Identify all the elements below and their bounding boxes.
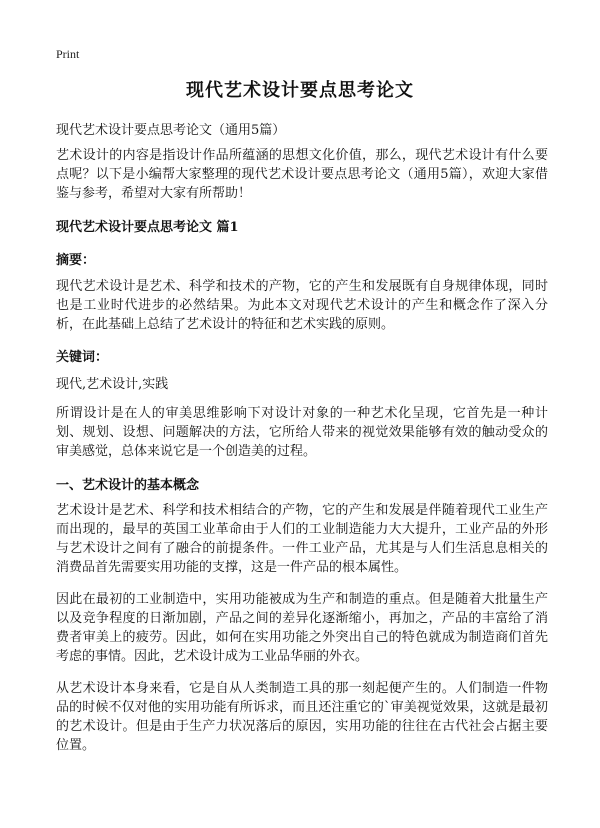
abstract-paragraph: 现代艺术设计是艺术、科学和技术的产物，它的产生和发展既有自身规律体现，同时也是工业时代进步的必然结果。为此本文对现代艺术设计的产生和概念作了深入分析，在此基础上总结了艺术设计的特征和艺术实践的原则。 <box>56 279 548 332</box>
section1-paragraph-2: 因此在最初的工业制造中，实用功能被成为生产和制造的重点。但是随着大批量生产以及竞争程度的日渐加剧，产品之间的差异化逐渐缩小，再加之，产品的丰富给了消费者审美上的疲劳。因此，如何在实用功能之外突出自己的特色就成为制造商们首先考虑的事情。因此，艺术设计成为工业品华丽的外衣。 <box>56 592 548 664</box>
page-title: 现代艺术设计要点思考论文 <box>186 80 414 101</box>
print-link[interactable]: Print <box>56 47 80 61</box>
design-paragraph: 所谓设计是在人的审美思维影响下对设计对象的一种艺术化呈现，它首先是一种计划、规划、设想、问题解决的方法，它所给人带来的视觉效果能够有效的触动受众的审美感觉，总体来说它是一个创造美的过程。 <box>56 406 548 459</box>
document-subtitle: 现代艺术设计要点思考论文（通用5篇） <box>56 123 286 138</box>
section1-paragraph-3: 从艺术设计本身来看，它是自从人类制造工具的那一刻起便产生的。人们制造一件物品的时候不仅对他的实用功能有所诉求，而且还注重它的`审美视觉效果，这就是最初的艺术设计。但是由于生产力状况落后的原因，实用功能的往往在古代社会占据主要位置。 <box>56 681 548 753</box>
abstract-label: 摘要： <box>56 253 96 268</box>
keywords-text: 现代,艺术设计,实践 <box>56 377 169 392</box>
section1-paragraph-1: 艺术设计是艺术、科学和技术相结合的产物，它的产生和发展是伴随着现代工业生产而出现的，最早的英国工业革命由于人们的工业制造能力大大提升，工业产品的外形与艺术设计之间有了融合的前提条件。一件工业产品，尤其是与人们生活息息相关的消费品首先需要实用功能的支撑，这是一件产品的根本属性。 <box>56 503 548 575</box>
keywords-label: 关键词： <box>56 350 109 365</box>
article-heading: 现代艺术设计要点思考论文 篇1 <box>56 220 239 235</box>
intro-paragraph: 艺术设计的内容是指设计作品所蕴涵的思想文化价值，那么，现代艺术设计有什么要点呢？以下是小编帮大家整理的现代艺术设计要点思考论文（通用5篇），欢迎大家借鉴与参考，希望对大家有所帮助！ <box>56 148 548 201</box>
section-heading: 一、艺术设计的基本概念 <box>56 478 200 493</box>
